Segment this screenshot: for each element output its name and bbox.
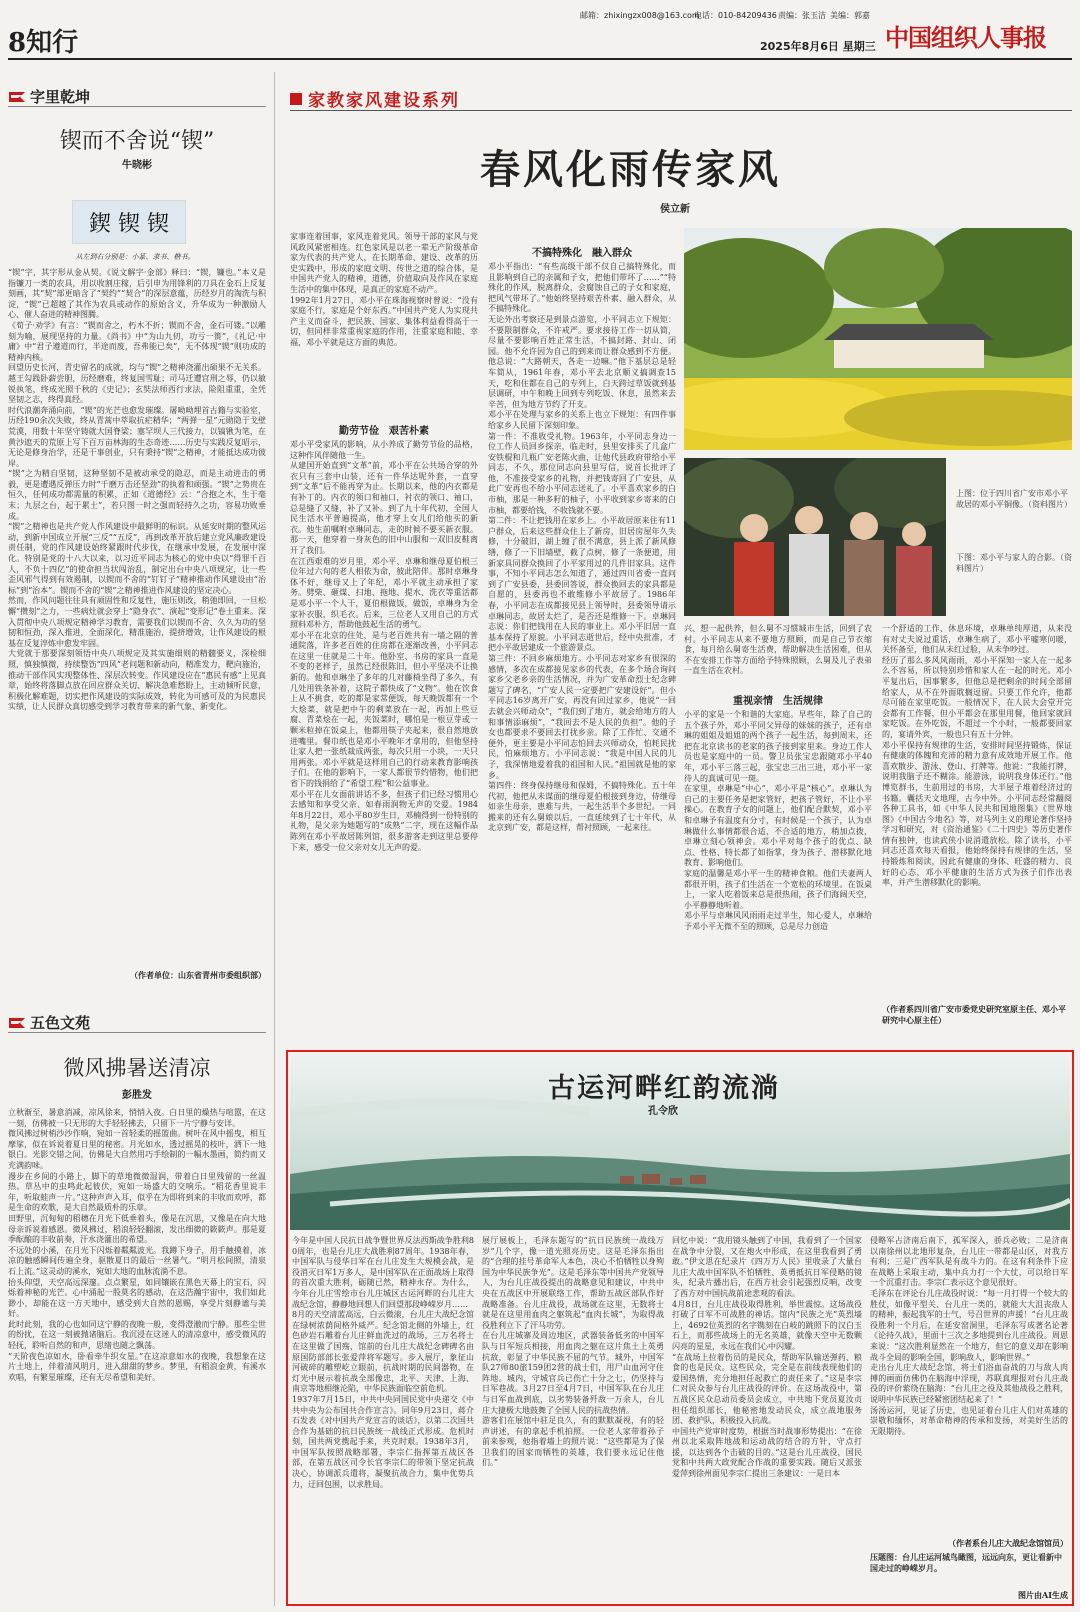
editor: 责编：张玉洁 — [778, 11, 826, 20]
photo-family — [684, 458, 946, 616]
seal-caption: 从左到右分别是：小篆、隶书、楷书。 — [75, 253, 195, 261]
article-author-qie: 牛晓彬 — [122, 160, 152, 171]
column-3-continuation: 兴、想一起供养，但么舅不习惯城市生活，回到了农村。小平同志从来不要地方照顾，而是自己节衣缩食，每月给么舅寄生活费，帮助解决生活困难，但从不在安排工作等方面给予特殊照顾，么舅及儿子表弟一直生活在农村。 — [684, 624, 872, 676]
section-title: 字里乾坤 — [30, 88, 91, 106]
section-flag-icon — [8, 90, 26, 104]
series-label — [290, 86, 460, 111]
section-header-wuse — [8, 1012, 90, 1033]
main-byline: （作者系四川省广安市委党史研究室原主任、邓小平研究中心原主任） — [882, 1004, 1066, 1025]
series-title: 家教家风建设系列 — [308, 91, 460, 111]
canal-headline: 古运河畔红韵流淌 — [548, 1073, 780, 1104]
family-photo-image — [684, 458, 946, 616]
email: 邮箱：zhixingzx008@163.com — [580, 11, 700, 20]
canal-caption: 压题图：台儿庄运河城鸟瞰图，远远向东，更让看新中国走过的峥嵘岁月。 — [870, 1552, 1062, 1573]
section-3-body: 小平的家是一个和谐的大家庭。早些年，除了自己的五个孩子外，邓小平同父异母的妹妹的孩子，还有卓琳的姐姐及姐姐的两个孩子一起生活，每到周末，还把在北京读书的老家的孩子接到家里来。身边工作人员也是家庭中的一员。警卫员张宝忠跟随邓小平40年，邓小平三落三起，张宝忠三出三进，邓小平一家待人的真诚可见一斑。 在家里，卓琳是“中心”，邓小平是“核心”。卓琳认为自己的主要任务是把家管好，把孩子管好，不让小平操心。在教育子女的问题上，他们配合默契，邓小平和卓琳予有温度有分寸，有时候是一个孩子，认为卓琳做什么事情都很合适，不合适的地方，稍加点拨，卓琳立刻心领神会。邓小平对每个孩子的优点、缺点、性格、特长都了如指掌，身为孩子、潜移默化地教育、影响他们。 家庭的温馨是邓小平一生的精神食粮。他们夫妻两人都很开明，孩子们生活在一个宽松的环境里。在饭桌上，一家人吃着饭来总是很热闹，孩子们海阔天空，小平静静地听着。 邓小平与卓琳风风雨雨走过半生，知心爱人，卓琳给予邓小平无微不至的照顾，总是尽力创造 — [684, 710, 872, 931]
article-byline-qie: （作者单位：山东省青州市委组织部） — [130, 970, 266, 980]
section-1-body: 邓小平受家风的影响，从小养成了勤劳节俭的品格，这种作风伴随他一生。 从建国开始直到“文革”前，邓小平在公共场合穿的外衣只有三套中山装，还有一件华达呢外套，一直穿到“文革”后不能再穿为止。长期以来，他的内衣都是有补丁的。内衣的领口和袖口，衬衣的领口、袖口，总是缝了又缝，补了又补。到了九十年代初，全国人民生活水平普遍提高，他才穿上女儿们给他买的新衣。他生前嘱咐卓琳同志，走的时候不要买新衣服。那一天，他穿着一身灰色的旧中山服和一双旧皮鞋离开了我们。 在江西艰难的岁月里，邓小平、卓琳和继母夏伯根三位年过六旬的老人相依为命，彼此陪伴。那时卓琳身体不好，继母又上了年纪，邓小平就主动承担了家务。劈柴、砸煤、扫地、拖地、提水、洗衣等重活都是邓小平一个人干，夏伯根做饭，做饭，卓琳身为全家补衣服，织毛衣。后来，三位老人又用自己的方式照料邓朴方，帮助他鼓起生活的勇气。 邓小平在北京的住处，是与老百姓共有一墙之隔的普通院落，许多老百姓的住房都在逐渐改善，小平同志在这里一住就是二十年。他卧室、书房的家具一直是不变的老样子，虽然已经很陈旧，但小平坚决不让换新的。他和卓琳坐了多年的几对藤椅坐得了多久，有几处用铁条补着，这院子都快成了“文物”。他在饮食上从不挑食，吃的都是家常便饭，每天晚饭都有一个大烩菜，就是把中午的剩菜放在一起，再加上些豆腐、青菜烩在一起，夹饭菜时，哪怕是一根豆芽或一颗米粒掉在饭桌上，他都用筷子夹起来，很自然地放进嘴里。餐巾纸也是邓小平晚年才拿用的，但他坚持让家人把一张纸裁成两张，每次只用一小块，一天只用两张。邓小平就是这样用自己的行动来教育影响孩子们。在他的影响下，一家人都很节约惜物，他们把省下的钱捐给了“希望工程”和公益事业。 邓小平在儿女面前讲话不多，但孩子们已经习惯用心去感知和享受父亲、如春雨润物无声的交爱。1984年8月22日，邓小平80岁生日，邓楠得到一份特别的礼物，是父亲为她题写的“成熟”二字，现在这幅作品陈列在邓小平故居陈列馆，很多游客走到这里总要停下来，感受一位父亲对女儿无声的爱。 — [290, 440, 478, 852]
column-4-body: 一个舒适的工作、休息环境，卓琳单纯厚道，从来没有对丈夫说过重话，卓琳生病了，邓小平嘘寒问暖，关怀备至，他们从未红过脸，从未争吵过。 经历了那么多风风雨雨，邓小平深知一家人在一起多么不容易，所以特别珍惜和家人在一起的时光。邓小平复出后，国事繁多，但他总是把剩余的时间全部留给家人，从不在外面耽搁逗留。只要工作允许，他都尽可能在家里吃饭。一般情况下，在人民大会堂开完会都有工作餐，但小平都会在那里用餐，他回家就回家吃饭。在外吃饭，不超过一个小时，一般都要回家的，宴请外宾，一般也只有五十分钟。 邓小平保持有规律的生活，安排时间坚持锻炼，保证有健康的体魄和充沛的精力意有成效地开展工作。他喜欢散步、游泳、登山、打牌等。他说：“我能打牌，说明我脑子还不糊涂。能游泳，说明我身体还行。”他博览群书，生前用过的书房，大半屋子堆着经济过的书籍。囊括天文地理，古今中外。小平同志经常翻阅各种工具书，如《中华人民共和国地图集》《世界地图》《中国古今地名》等，对马列主义的理论著作坚持学习和研究，对《资治通鉴》《二十四史》等历史著作情有独钟，也读武侠小说消遣放松。除了读书，小平同志还喜欢每天看报，他始终保持有规律的生活，坚持锻炼和阅读，因此有健康的身体、旺盛的精力、良好的心态，邓小平健康的生活方式为孩子们作出表率，并产生潜移默化的影响。 — [882, 624, 1072, 888]
article-body-weifeng: 立秋渐至，暑意消减，凉风徐来，悄悄入夜。白日里的燥热与喧嚣，在这一刻，仿佛被一只无形的大手轻轻拂去，只留下一片宁静与安详。 微风拂过树梢沙沙作响，宛如一首轻柔的摇篮曲。树叶在风中摇曳，相互摩挲，似在诉说着夏日里的秘密。月光如水，透过摇晃的枝叶，洒下一地银白。光影交错之间，仿佛是大自然用巧手绘制的一幅水墨画，简约而又充满韵味。 漫步在乡间的小路上，脚下的草地微微湿润，带着白日里残留的一丝温热。草丛中的虫鸣此起彼伏，宛如一场盛大的交响乐。“稻花香里说丰年，听取蛙声一片。”这种声声入耳，似乎在为即将到来的丰收而欢呼，都是生命的欢歌，是大自然最质朴的乐章。 田野里，沉甸甸的稻穗在月光下低垂着头，像是在沉思，又像是在向大地母亲诉说着感恩。微风拂过，稻浪轻轻翻滚，发出细微的簌簌声。那是夏季酝酿的丰收前奏，汗水浇灌出的希望。 不远处的小溪，在月光下闪烁着粼粼波光。我蹲下身子，用手触摸着，冰凉的触感瞬间传遍全身，驱散夏日的最后一丝暑气。“明月松间照，清泉石上流。”这灵动的溪水，宛如大地的血脉流淌不息。 抬头仰望，天空高远深邃。点点繁星，如同镶嵌在黑色天幕上的宝石，闪烁着神秘的光芒。心中涌起一股莫名的感动，在这浩瀚宇宙中，我们如此渺小，却能在这一方天地中，感受到大自然的恩赐，享受片刻静谧与美好。 此时此刻，我的心也如同这宁静的夜晚一般，变得澄澈而宁静。那些尘世的纷扰，在这一刻被抛诸脑后。我沉浸在这迷人的清凉意中，感受微风的轻抚，聆听自然的和声，思绪也随之飘荡。 “天阶夜色凉如水，卧看牵牛织女星。”在这凉意如水的夜晚，我想象在这片土地上，伴着清风明月，进入甜甜的梦乡。梦里，有稻浪金黄，有溪水欢唱，有繁星璀璨，还有无尽希望和美好。 — [8, 1108, 266, 1382]
main-intro: 家事连着国事，家风连着党风。领导干部的家风与党风政风紧密相连。红色家风是以老一辈无产阶级革命家为代表的共产党人，在长期革命、建设、改革的历史实践中，形成的家庭文明、传世之道的综合体，是中国共产党人的精神，道德，价值取向及作风在家庭生活中的集中体现，是真正的家庭不动产。 1992年1月27日，邓小平在珠海视察时曾说：“没有家庭不行，家庭是个好东西。”中国共产党人为实现共产主义而奋斗，把民族、国家、集体利益看得高于一切，但同样非常重视家庭的作用，注重家庭和睦、幸福，邓小平就是这方面的典范。 — [290, 232, 478, 347]
page-label: 8知行 — [8, 28, 79, 58]
photo-caption-bottom: 下图：邓小平与家人的合影。（资料图片） — [956, 553, 1072, 573]
subhead-3: 重视亲情 生活规律 — [733, 696, 823, 707]
article-body-qie: “锲”字，其字形从金从契。《说文解字·金部》释曰：“锲，镰也。”本义是指镰刀一类的农具，用以收割庄稼，后引申为用锋利的刀具在金石上反复刻画，其“契”部更暗含了“契约”“契合”的深层意蕴，历经岁月的淘洗与积淀，“锲”已超越了其作为农具或动作的原始含义，升华成为一种激励人心、催人奋进的精神图腾。 《荀子·劝学》有言：“锲而舍之，朽木不折；锲而不舍，金石可镂。”以雕刻为喻，展现坚持的力量。《尚书》中“为山九仞，功亏一篑”，《礼记·中庸》中“君子遵道而行，半途而废，吾弗能已矣”，无不体现“锲”则功成的精神内核。 回望历史长河，青史留名的成就，均与“锲”之精神浇灌出硕果不无关系。越王勾践卧薪尝胆，历经磨难，终复国雪耻；司马迁遭宫刑之辱，仍以敏锐执笔，终成光照千秋的《史记》；玄奘法师西行求法，险阻重重，全凭坚韧之志，终得真经。 时代浪潮奔涌向前，“锲”的光芒也愈发璀璨。屠呦呦埋首古籍与实验室，历经190余次失败，终从青蒿中萃取抗疟精华；“两弹一星”元勋隐于戈壁荒漠，用数十年坚守铸就大国脊梁；塞罕坝人三代接力，以镐锹为笔，在黄沙遮天的荒原上写下百万亩林海的生态奇迹……历史与实践反复昭示，无论是修身治学，还是干事创业，只有秉持“锲”之精神，才能抵达成功彼岸。 “锲”之为精自坚韧，这种坚韧不是被动承受的隐忍，而是主动进击的勇毅，更是遭遇反弹压力时“千磨万击还坚劲”的执着和顽强。“锲”之势贵在恒久，任何成功都需量的积累，正如《道德经》云：“合抱之木，生于毫末；九层之台，起于累土”，若只图一时之强而轻持久之功，容易功败垂成。 “锲”之精神也是共产党人作风建设中最鲜明的标识。从延安时期的整风运动，到新中国成立开展“三反”“五反”，再到改革开放后建立党风廉政建设责任制，党的作风建设始终紧跟时代步伐，在继承中发展，在发展中深化。特别是党的十八大以来，以习近平同志为核心的党中央以“得罪千百人，不负十四亿”的使命担当状闯治乱，制定出台中央八项规定，让一些歪风邪气得到有效遏制，以锲而不舍的“钉钉子”精神推动作风建设由“治标”到“治本”。锲而不舍的“锲”之精神推进作风建设的坚定决心。 然而，作风问题往往具有顽固性和反复性，施压则改，稍弛即回，一旦松懈“攒刻”之力，一些病灶就会穿上“隐身衣”、演起“变形记”卷土重来。深入贯彻中央八项规定精神学习教育，需要我们以锲而不舍、久久为功的坚韧和恒劲，深入推进，全面深化，精准施治，提挤增效，让作风建设的根基在反复淬炼中愈发牢固。 大党就于那要深刻领悟中央八项规定及其实施细则的精髓要义，深检细照，慎独慎微，持续整饬“四风”老问题和新动向，精准发力，靶向施治，推动干部作风实现整体性、深层次转变。作风建设应在“惠民有感”上见真章，始终将落脚点放在回应群众关切、解决急难愁盼上，主动倾听民意，积极化解难题，切实把作风建设的实际成效，转化为可感可及的为民惠民实绩，让人民群众真切感受到学习教育带来的新气象、新变化。 — [8, 268, 266, 712]
main-author: 侯立新 — [660, 204, 690, 215]
subhead-2: 不搞特殊化 融入群众 — [532, 248, 632, 259]
canal-byline: （作者系台儿庄大战纪念馆馆员） — [948, 1538, 1068, 1548]
canal-col-3: 回忆中说：“我用镜头触到了中国，我看到了一个国家在战争中分裂，又在炮火中形成，在这里我看到了勇敢。”伊文思在纪录片《四万万人民》里收录了大量台儿庄大战中国军队不怕牺牲、英勇抵抗日军侵略的镜头，纪录片播出后，在西方社会引起强烈反响，改变了西方对中国抗战前途悲观的看法。 4月8日，台儿庄战役取得胜利，举世震惊。这场战役打破了日军不可战胜的神话。馆内“民族之光”英烈墙上，4692位英烈的名字镌刻在白岐的跳照下的汉白玉石上，而那些战场上的无名英雄，就像天空中无数颗闪亮的星星，永远在我们心中闪耀。 “在战场上拉着伤员的是民众，帮助军队输送弹药、粮食的也是民众。这些民众，完全是在前线表现他们的爱国热情，充分地担任起救亡的责任来了。”这是李宗仁对民众参与台儿庄战役的评价。在这场战役中，第五战区民众总动员委员会成立，中共地下党员夏汝贞担任组织部长，他秘密地发动民众，成立战地服务团、救护队，积极投入抗战。 中国共产党审时度势，根据当时战事形势提出：“在徐州以北采取阵地战和运动战的结合的方针，守点打援，以达到各个击破的目的。”这是台儿庄战役，国民党和中共两大政党配合作战的重要实践。随后又派张爱萍到徐州面见李宗仁提出三条建议：一是日本 — [672, 1236, 862, 1479]
section-title: 五色文苑 — [30, 1014, 91, 1032]
canal-col-4: 侵略军占济南后南下，孤军深入，骄兵必败；二是济南以南徐州以北地形复杂，台儿庄一带都是山区，对我方有利；三是广西军队是有战斗力的。在这有利条件下应在战略上采取主动，集中兵力打一个大仗，可以给日军一个沉重打击。李宗仁表示这个意见很好。 毛泽东在评论台儿庄战役时说：“每一月打得一个较大的胜仗，如像平型关、台儿庄一类的，就能大大沮丧敌人的精神，振起我军的士气，号召世界的声援！”台儿庄战役胜利一个月后，在延安窑洞里，毛泽东写成著名论著《论持久战》，里面十三次之多地提到台儿庄战役。周恩来说：“这次胜利显然在一个地方，但它的意义却在影响战斗全局的影响全国，影响敌人，影响世界。” 走出台儿庄大战纪念馆，将士们浴血奋战的刀与敌人肉搏的画面仿佛仍在脑海中浮现，苏联真理报对台儿庄战役的评价萦绕在脑海：“台儿庄之役及其他战役之胜利，说明中华民族已经紧密团结起来了！” 汤汤运河，见证了历史，也见证着台儿庄人们对英雄的崇敬和缅怀，对革命精神的传承和发扬，对美好生活的无限期待。 — [870, 1236, 1068, 1436]
masthead — [0, 0, 1080, 58]
canal-image-credit: 图片由AI生成 — [1018, 1590, 1068, 1600]
canal-col-1: 今年是中国人民抗日战争暨世界反法西斯战争胜利80周年，也是台儿庄大战胜利87周年。1938年春，中国军队与侵华日军在台儿庄发生大规模会战，是役消灭日军1万多人，是中国军队在正面战场上取得的首次重大胜利，砺随已然，精神永存。为什么，今年台儿庄雪绘市台儿庄城区古运河畔的台儿庄大战纪念馆，静静地回想人们回望那段峥嵘岁月…… 8月的天空清蓝高远，白云微滚，台儿庄大战纪念馆在绿树浓荫间格外威严。纪念馆北侧的外墙上，红色砂岩石雕着台儿庄鲜血洗过的战场，三万名将士在这里做了国殇，馆前的台儿庄大战纪念碑碑名由原国防部部长张爱萍将军题写。步入展厅，象征山河破碎的雕塑屹立眼前，抗战时期的民间器物，在灯光中展示着抗战全部像忠，北平、天津、上海、南京等地相继沦陷，中华民族面临空前危机。 1937年7月15日，中共中央同国民党中央递交《中共中央为公布国共合作宣言》。同年9月23日，蒋介石发表《对中国共产党宣言的谈话》，以第二次国共合作为基础的抗日民族统一战线正式形成。危机时刻，国共两党携起手来，共克时艰。1938年3月，中国军队按照战略部署，李宗仁指挥第五战区各部，在第五战区司令长官李宗仁的带领下坚定抗战决心，协调派兵遣将，凝聚抗战合力，集中优势兵力，迂回包围，以求胜局。 — [292, 1236, 474, 1489]
subhead-1: 勤劳节俭 艰苦朴素 — [339, 426, 429, 437]
paper-name: 中国组织人事报 — [885, 23, 1046, 52]
main-headline: 春风化雨传家风 — [480, 146, 781, 193]
seal-characters: 鍥 锲 锲 — [89, 211, 169, 237]
section-header-zilijiankun — [8, 86, 90, 107]
photo-former-residence — [684, 228, 1072, 450]
section-2-body: 邓小平指出：“有些高级干部不仅自己搞特殊化，而且影响到自己的亲属和子女，把他们带坏了……”“特殊化的作风，脱离群众，会腐蚀自己的子女和家庭，把风气带坏了。”他始终坚持艰苦朴素、融入群众，从不搞特殊化。 无论外出考察还是到景点游览，小平同志立下规矩：不要限制群众，不许戒严。要求接待工作一切从简，尽量不要影响百姓正常生活，不搞封路、封山、闭园。他不允许因为自己的到来而让群众感到不方便。他总说：“大路朝天，各走一边嘛。”他下基层总是轻车简从，1961年春，邓小平去北京顺义搞调查15天，吃和住都在自己的专列上，白天跨过草饭就到基层调研，中午和晚上回到专列吃饭、休息，虽然来去辛苦，但为地方节约了开支。 邓小平在处理与家乡的关系上也立下规矩：有四件事给家乡人民留下深刻印象。 第一件：不准收受礼物。1963年，小平同志身边一位工作人员回乡探亲，临走时，县里安排买了几盒广安铁棍和几瓶广安老陈火曲，让他代县政府带给小平同志，不久，那位同志向县里写信，说首长批评了他，不准接受家乡的礼物，并把钱寄回了广安县，从此广安再也不给小平同志送礼了。小平喜欢家乡的白市柚，那是一种多籽的柚子，小平收到家乡寄来的白市柚，都要给钱，不收钱就不要。 第二件：不让把钱用在家乡上。小平故居原来住有11户群众，后来这些群众住上了新房，旧居房屋年久失修，十分破旧，湖上缠了很不满意，县上派了新风修缮，修了一下旧墙壁，截了点树，修了一条便道，用新家具同群众换回了小平家用过的几件旧家具。这件事，不知小平同志怎么知道了，通过四川省委一直问到了广安县委，县委回答说，群众换回去的家具都是自愿的，县委再也不敢维修小平故居了。1986年春，小平同志在成都接见县上领导时，县委领导请示卓琳同志，故居太烂了，是否还是维修一下。卓琳同志说：你们把钱用在人民的事业上。邓小平旧居一直基本保持了原貌。小平同志逝世后，经中央批准，才把小平故居建成一个旅游景点。 第三件：不回乡麻烦地方。小平同志对家乡有很深的感情，多次在成都接见家乡的代表，在多个场合询问家乡父老乡亲的生活情况，并为广安革命烈士纪念碑题写了碑名，“广安人民一定要把广安建设好”。但小平同志16岁离开广安，再没有回过家乡，他说“一回去就会兴师动众”，“我们到了地方，就会给地方的人和事情添麻烦”，“我回去不是人民的负担”。他的子女也都要求不要回去打扰乡亲。除了工作忙、交通不便外，更主要是小平同志怕回去兴师动众，怕耗民扰民，怕麻烦地方。小平同志说：“我是中国人民的儿子，我深情地爱着我的祖国和人民。”祖国就是他的家乡。 第四件：终身保持继母和保姆，不搞特殊化。五十年代初，他把从未谋面的继母夏伯根接到身边，侍继母如亲生母亲，患难与共，一起生活半个多世纪。一同搬来的还有么舅娘以后，一直延续到了七十年代，从北京到广安，都是这样，帮衬照顾，一起来往。 — [488, 262, 676, 833]
masthead-rule — [8, 58, 1072, 60]
section-flag-icon — [8, 1016, 26, 1030]
article-title-weifeng: 微风拂暑送清凉 — [63, 1056, 211, 1080]
canal-author: 孔令欣 — [648, 1106, 678, 1117]
phone: 电话：010-84209436 — [694, 11, 777, 20]
article-author-weifeng: 彭胜发 — [122, 1090, 152, 1101]
canal-col-2: 展厅展板上，毛泽东题写的“抗日民族统一战线万岁”几个字，像一道光照亮历史。这是毛泽东指出的“合理的挂号革命军人本色，决心不怕牺牲以身殉国为中华民族争光”。这是毛泽东等中国共产党领导人，为台儿庄战役提出的战略意见和建议，中共中央在五战区中开展联络工作，帮助五战区部队作好战略准备。台儿庄战役，战场就在这里，无数将士就是在这里用血肉之躯筑起“血肉长城”，为取得战役胜利立下了汗马功劳。 在台儿庄城寨及周边地区，武器装备低劣的中国军队与日军短兵相接，用血肉之躯在这片焦土上英勇抗敌，彰显了中华民族不屈的气节。城外，中国军队27师80旅159团2营的战士们，用尸山血河守住阵地。城内，守城官兵已伤亡十分之七，仍坚持与日军巷战。3月27日至4月7日，中国军队在台儿庄与日军血战到底，以劣势装备歼敌一万余人，台儿庄大捷极大地鼓舞了全国人民的抗战热情。 游客们在展馆中驻足良久，有的默默凝视，有的轻声讲述，有的拿起手机拍照。一位老人家带着孙子前来参观，他指着墙上的照片说：“这些都是为了保卫我们的国家而牺牲的英雄，我们要永远记住他们。” — [482, 1236, 664, 1468]
article-title-qie: 锲而不舍说“锲” — [59, 129, 215, 154]
photo-caption-top: 上图：位于四川省广安市邓小平故居的邓小平铜像。（资料图片） — [956, 489, 1072, 509]
series-marker — [290, 93, 302, 105]
issue-date: 2025年8月6日 星期三 — [760, 40, 876, 53]
column-divider — [274, 72, 275, 1606]
section-rule — [8, 1032, 266, 1033]
section-rule — [8, 106, 266, 107]
series-rule — [290, 110, 1072, 111]
former-residence-image — [684, 228, 1072, 450]
designer: 美编：郭嘉 — [830, 11, 870, 20]
seal-image — [72, 200, 186, 244]
